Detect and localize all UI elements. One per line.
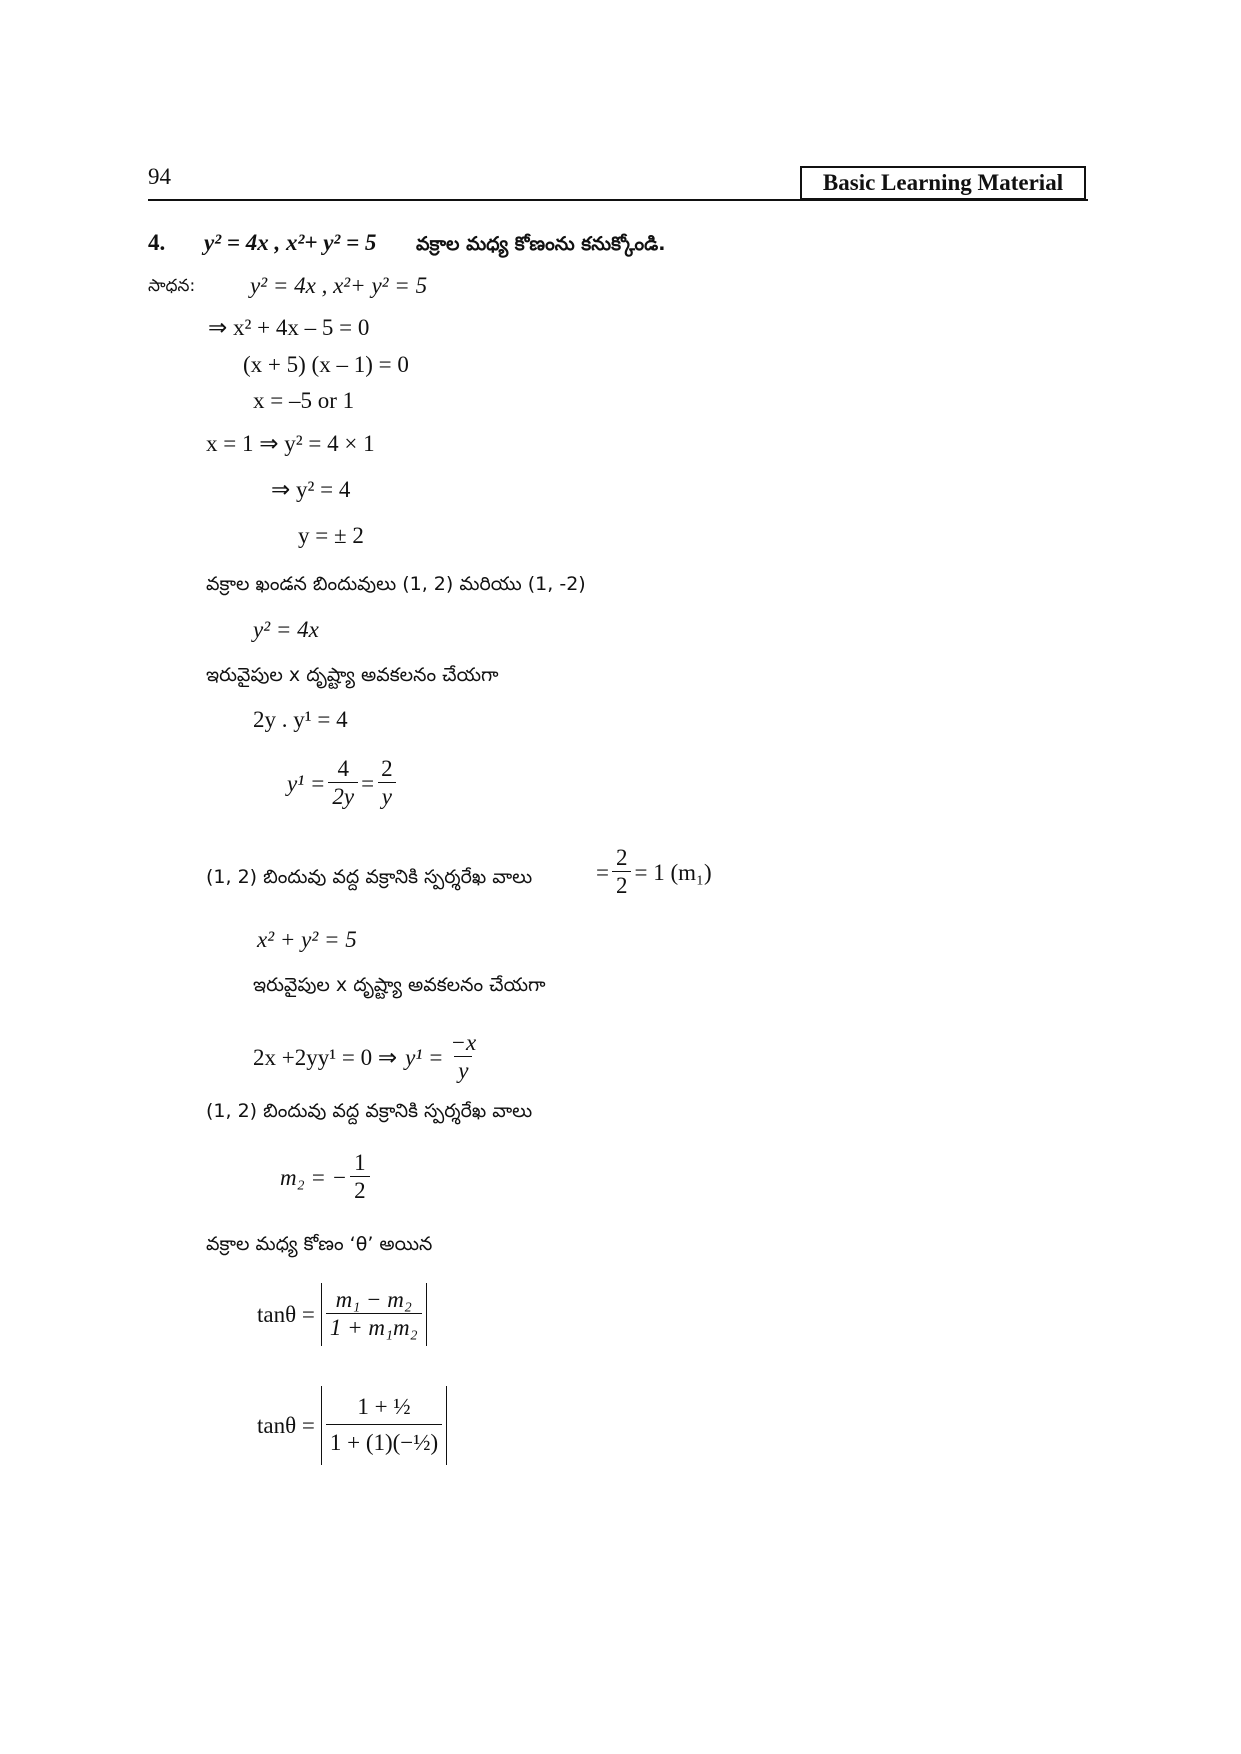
m2-lhs: m₂ = −: [280, 1164, 348, 1190]
step-1: ⇒ x² + 4x – 5 = 0: [208, 315, 370, 340]
step-6: y = ± 2: [298, 523, 364, 548]
fraction-numerator: 1: [354, 1150, 366, 1175]
equals-sign: =: [596, 859, 609, 885]
fraction-2-over-y: [377, 756, 397, 811]
fraction-denominator: 2y: [328, 782, 358, 811]
solution-label: సాధన:: [148, 276, 196, 296]
step-5: ⇒ y² = 4: [271, 477, 351, 502]
y1-lhs: y¹ =: [287, 770, 326, 796]
tan-lhs: tanθ =: [257, 1301, 315, 1327]
fraction-numerator: 1 + ½: [357, 1394, 411, 1419]
tan-lhs: tanθ =: [257, 1412, 315, 1438]
fraction-denominator: 2: [350, 1176, 370, 1205]
fraction-denominator: y: [454, 1056, 472, 1085]
absolute-value-bars: [321, 1283, 427, 1346]
problem-text: వక్రాల మధ్య కోణంను కనుక్కోండి.: [416, 233, 666, 255]
fraction-minus-x-over-y: [446, 1030, 480, 1085]
fraction-denominator: y: [378, 782, 396, 811]
y1-expression: [287, 756, 400, 811]
fraction-numerator: −x: [450, 1030, 477, 1055]
tan-formula-2: [257, 1386, 447, 1465]
absolute-value-bars: [321, 1386, 447, 1465]
tan-formula-1: [257, 1283, 427, 1346]
slope-2-text: (1, 2) బిందువు వద్ద వక్రానికి స్పర్శరేఖ వాలు: [206, 1100, 533, 1122]
m2-expression: [280, 1150, 373, 1205]
fraction-numerator: m₁ − m₂: [335, 1287, 412, 1312]
derivative-1: 2y . y¹ = 4: [253, 707, 348, 732]
derivative-2: 2x +2yy¹ = 0 ⇒: [253, 1044, 398, 1070]
diff-text-1: ఇరువైపుల x దృష్ట్యా అవకలనం చేయగా: [206, 664, 499, 686]
fraction-denominator: 2: [612, 871, 632, 900]
step-4: x = 1 ⇒ y² = 4 × 1: [206, 431, 375, 456]
angle-text: వక్రాల మధ్య కోణం ‘θ’ అయిన: [206, 1233, 433, 1255]
slope-1-value: [596, 845, 712, 900]
equals-sign: =: [361, 770, 375, 796]
fraction-1-over-2: [350, 1150, 370, 1205]
slope-1-text: (1, 2) బిందువు వద్ద వక్రానికి స్పర్శరేఖ వాలు: [206, 866, 533, 888]
fraction-denominator: 1 + (1)(−½): [326, 1424, 442, 1457]
diff-text-2: ఇరువైపుల x దృష్ట్యా అవకలనం చేయగా: [253, 974, 546, 996]
fraction-numerator: 4: [337, 756, 349, 781]
fraction-denominator: 1 + m₁m₂: [326, 1313, 422, 1342]
fraction-numerator: 2: [615, 845, 628, 870]
curve-2: x² + y² = 5: [257, 927, 357, 952]
step-2: (x + 5) (x – 1) = 0: [243, 352, 409, 377]
problem-equation: y² = 4x , x²+ y² = 5: [204, 230, 377, 255]
header-title: Basic Learning Material: [800, 166, 1086, 200]
curve-1: y² = 4x: [253, 617, 319, 642]
tan-fraction-1: [326, 1287, 422, 1342]
tan-fraction-2: [326, 1394, 442, 1457]
page-number: 94: [148, 164, 171, 189]
solution-given: y² = 4x , x²+ y² = 5: [250, 273, 428, 298]
step-3: x = –5 or 1: [253, 388, 355, 413]
fraction-2-over-2: [612, 845, 632, 900]
problem-number: 4.: [148, 230, 166, 255]
derivative-2-expression: [253, 1030, 483, 1085]
fraction-numerator: 2: [381, 756, 393, 781]
fraction-4-over-2y: [328, 756, 358, 811]
header-rule: [148, 199, 1088, 201]
intersection-text: వక్రాల ఖండన బిందువులు (1, 2) మరియు (1, -2): [206, 573, 586, 595]
slope-1-result: = 1 (m₁): [634, 859, 712, 885]
y1b-lhs: y¹ =: [405, 1044, 444, 1070]
